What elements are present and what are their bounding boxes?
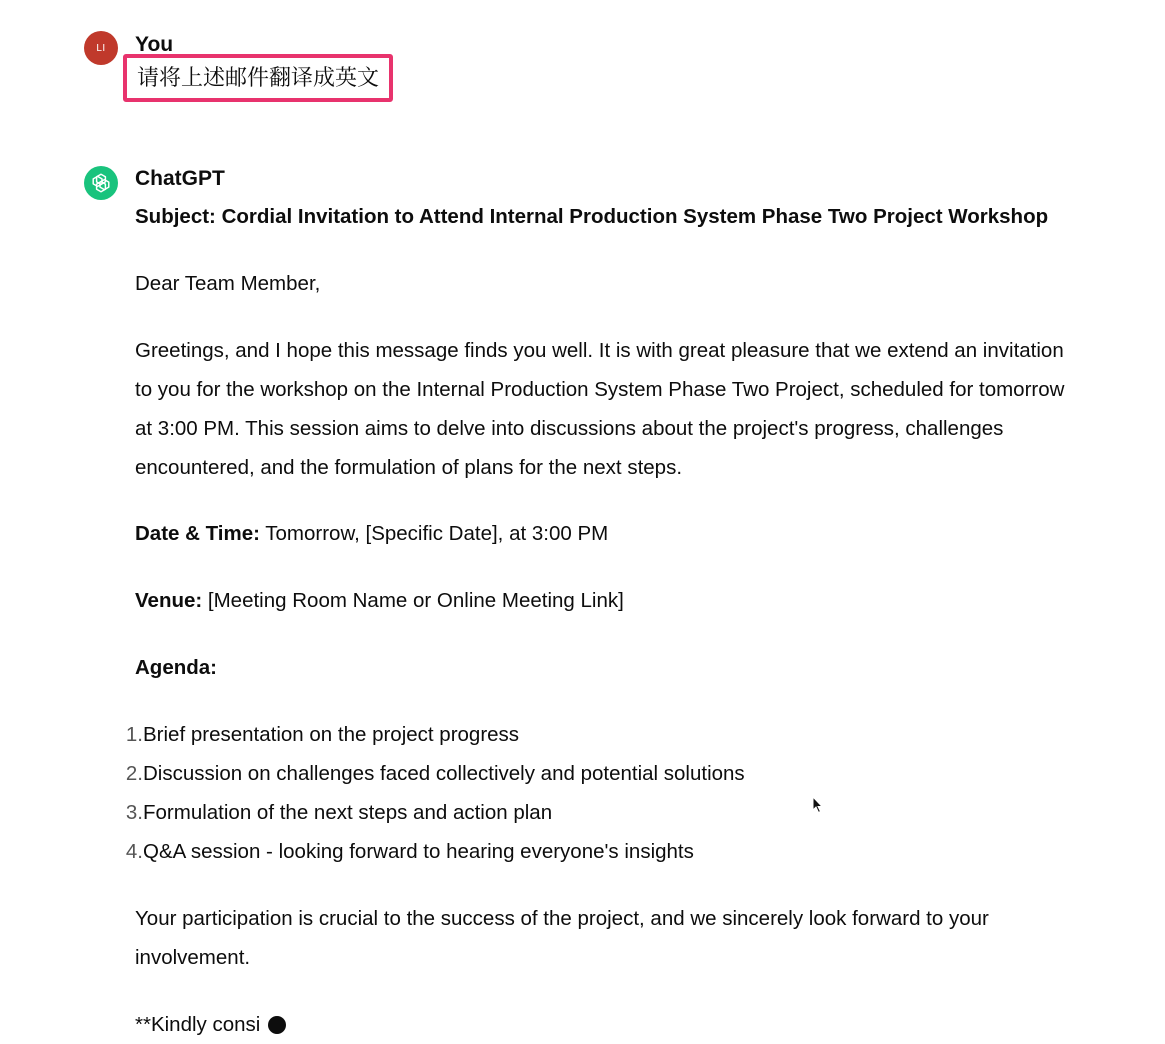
streaming-cursor-icon [268,1016,286,1034]
streaming-text-line [135,1005,1085,1044]
datetime-value: Tomorrow, [Specific Date], at 3:00 PM [259,522,609,545]
agenda-item-text: Brief presentation on the project progress [143,723,520,746]
datetime-label: Date & Time: [135,522,260,545]
agenda-item [105,793,745,832]
agenda-item-text: Discussion on challenges faced collectively and potential solutions [143,762,745,785]
assistant-author-name: ChatGPT [135,167,225,190]
agenda-item [105,754,745,793]
venue-label: Venue: [135,589,203,612]
streaming-text: **Kindly consi [135,1013,261,1036]
agenda-heading: Agenda: [135,656,217,679]
user-avatar-initials: LI [96,42,106,54]
agenda-item-text: Formulation of the next steps and action plan [143,801,553,824]
agenda-item-number: 3. [125,801,143,824]
user-author-name: You [135,33,174,56]
email-venue-line [135,581,1085,620]
agenda-item-number: 1. [125,723,143,746]
agenda-list [105,715,745,871]
email-datetime-line [135,514,1085,553]
chatgpt-logo-icon [84,166,118,200]
agenda-item-text: Q&A session - looking forward to hearing everyone's insights [143,840,694,863]
user-avatar [84,31,118,65]
agenda-item [105,832,745,871]
email-subject: Subject: Cordial Invitation to Attend Internal Production System Phase Two Project Workshop [135,205,1049,228]
mouse-pointer-icon [812,796,824,814]
agenda-item [105,715,745,754]
email-body-paragraph: Greetings, and I hope this message finds you well. It is with great pleasure that we extend an invitation to you for the workshop on the Internal Production System Phase Two Project, scheduled for tomorrow at 3:00 PM. This session aims to delve into discussions about the project's progress, challenges encountered, and the formulation of plans for the next steps. [135,339,1065,479]
email-greeting: Dear Team Member, [135,272,321,295]
agenda-item-number: 2. [125,762,143,785]
email-closing-paragraph: Your participation is crucial to the success of the project, and we sincerely look forward to your involvement. [135,907,989,969]
venue-value: [Meeting Room Name or Online Meeting Link] [202,589,624,612]
user-message-highlighted: 请将上述邮件翻译成英文 [123,54,393,102]
agenda-item-number: 4. [125,840,143,863]
